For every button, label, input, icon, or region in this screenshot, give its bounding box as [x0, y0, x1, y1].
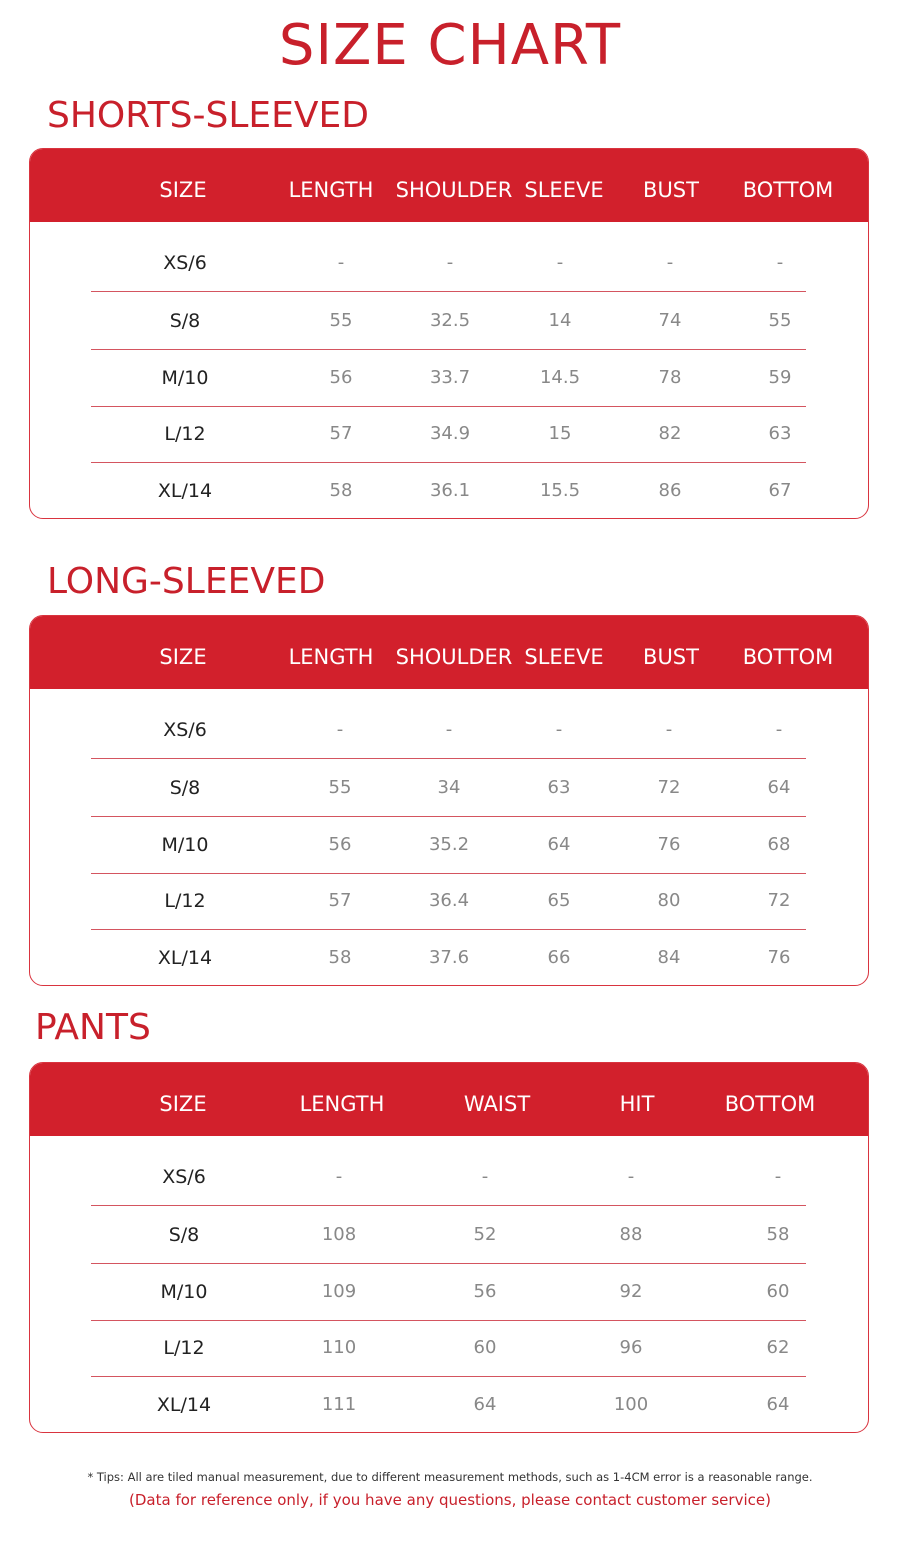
measurement-cell: 100 — [613, 1394, 649, 1415]
measurement-cell: 63 — [768, 423, 792, 444]
size-label: M/10 — [161, 834, 209, 856]
measurement-cell: 80 — [657, 890, 681, 911]
measurement-cell: 86 — [658, 480, 682, 501]
measurement-cell: 76 — [657, 834, 681, 855]
table-header-row — [30, 149, 868, 222]
measurement-cell: - — [445, 719, 453, 740]
measurement-cell: 60 — [766, 1281, 790, 1302]
table-row — [91, 293, 806, 350]
measurement-cell: 58 — [328, 947, 352, 968]
table-row — [91, 1264, 806, 1321]
measurement-cell: - — [335, 1166, 343, 1187]
table-row — [91, 817, 806, 874]
measurement-cell: 96 — [619, 1337, 643, 1358]
column-header: LENGTH — [288, 178, 374, 202]
size-label: S/8 — [168, 1224, 200, 1246]
measurement-cell: - — [774, 1166, 782, 1187]
column-header: SIZE — [159, 645, 207, 669]
measurement-cell: 92 — [619, 1281, 643, 1302]
measurement-cell: 58 — [766, 1224, 790, 1245]
measurement-cell: 66 — [547, 947, 571, 968]
measurement-cell: 88 — [619, 1224, 643, 1245]
measurement-cell: 14.5 — [539, 367, 581, 388]
measurement-cell: 58 — [329, 480, 353, 501]
size-table-1 — [29, 615, 869, 986]
table-row — [91, 350, 806, 407]
measurement-cell: 60 — [473, 1337, 497, 1358]
measurement-cell: 55 — [329, 310, 353, 331]
measurement-cell: 68 — [767, 834, 791, 855]
measurement-cell: 110 — [321, 1337, 357, 1358]
column-header: BUST — [643, 645, 699, 669]
size-label: S/8 — [169, 310, 201, 332]
column-header: SIZE — [159, 178, 207, 202]
measurement-cell: 65 — [547, 890, 571, 911]
measurement-cell: 72 — [767, 890, 791, 911]
size-label: XS/6 — [163, 252, 207, 274]
measurement-cell: 62 — [766, 1337, 790, 1358]
column-header: BOTTOM — [742, 645, 834, 669]
table-row — [91, 1377, 806, 1433]
measurement-cell: 55 — [768, 310, 792, 331]
measurement-cell: 37.6 — [428, 947, 470, 968]
table-row — [91, 760, 806, 817]
size-table-0 — [29, 148, 869, 519]
measurement-tip: * Tips: All are tiled manual measurement, due to different measurement methods, such as 1-4CM error is a reasonable range. — [87, 1470, 813, 1484]
measurement-cell: 34 — [437, 777, 461, 798]
measurement-cell: 109 — [321, 1281, 357, 1302]
size-label: L/12 — [163, 1337, 205, 1359]
column-header: LENGTH — [288, 645, 374, 669]
measurement-cell: 78 — [658, 367, 682, 388]
measurement-cell: 57 — [329, 423, 353, 444]
measurement-cell: 63 — [547, 777, 571, 798]
size-label: M/10 — [160, 1281, 208, 1303]
section-title-0: SHORTS-SLEEVED — [47, 95, 369, 136]
measurement-cell: 56 — [473, 1281, 497, 1302]
measurement-cell: 64 — [766, 1394, 790, 1415]
measurement-cell: 15 — [548, 423, 572, 444]
measurement-cell: 35.2 — [428, 834, 470, 855]
measurement-cell: - — [666, 252, 674, 273]
measurement-cell: 56 — [329, 367, 353, 388]
measurement-cell: - — [556, 252, 564, 273]
table-row — [91, 463, 806, 519]
size-label: L/12 — [164, 423, 206, 445]
section-title-1: LONG-SLEEVED — [47, 561, 326, 602]
table-row — [91, 1207, 806, 1264]
measurement-cell: 64 — [767, 777, 791, 798]
measurement-cell: - — [665, 719, 673, 740]
column-header: BOTTOM — [742, 178, 834, 202]
measurement-cell: 82 — [658, 423, 682, 444]
measurement-cell: 57 — [328, 890, 352, 911]
measurement-cell: 76 — [767, 947, 791, 968]
measurement-cell: 64 — [473, 1394, 497, 1415]
measurement-cell: 59 — [768, 367, 792, 388]
measurement-cell: 56 — [328, 834, 352, 855]
measurement-cell: 15.5 — [539, 480, 581, 501]
measurement-cell: 32.5 — [429, 310, 471, 331]
measurement-cell: 84 — [657, 947, 681, 968]
measurement-cell: - — [481, 1166, 489, 1187]
column-header: SIZE — [159, 1092, 207, 1116]
measurement-cell: 36.4 — [428, 890, 470, 911]
column-header: HIT — [619, 1092, 655, 1116]
table-header-row — [30, 1063, 868, 1136]
table-row — [91, 1320, 806, 1377]
table-row — [91, 1149, 806, 1206]
table-row — [91, 930, 806, 986]
column-header: BOTTOM — [724, 1092, 816, 1116]
measurement-cell: 74 — [658, 310, 682, 331]
size-label: M/10 — [161, 367, 209, 389]
column-header: BUST — [643, 178, 699, 202]
size-label: XS/6 — [162, 1166, 206, 1188]
measurement-cell: 55 — [328, 777, 352, 798]
column-header: SHOULDER — [395, 645, 513, 669]
size-table-2 — [29, 1062, 869, 1433]
measurement-cell: 14 — [548, 310, 572, 331]
measurement-cell: - — [336, 719, 344, 740]
measurement-cell: - — [627, 1166, 635, 1187]
size-label: XL/14 — [157, 947, 213, 969]
column-header: WAIST — [463, 1092, 531, 1116]
size-label: XL/14 — [157, 480, 213, 502]
measurement-cell: 33.7 — [429, 367, 471, 388]
column-header: SLEEVE — [524, 645, 604, 669]
measurement-cell: 52 — [473, 1224, 497, 1245]
section-title-2: PANTS — [35, 1007, 151, 1048]
measurement-cell: - — [446, 252, 454, 273]
table-row — [91, 873, 806, 930]
size-label: S/8 — [169, 777, 201, 799]
measurement-cell: 67 — [768, 480, 792, 501]
measurement-cell: - — [776, 252, 784, 273]
measurement-cell: 64 — [547, 834, 571, 855]
measurement-cell: 72 — [657, 777, 681, 798]
table-row — [91, 235, 806, 292]
measurement-cell: - — [337, 252, 345, 273]
measurement-cell: 111 — [321, 1394, 357, 1415]
column-header: LENGTH — [299, 1092, 385, 1116]
measurement-cell: 36.1 — [429, 480, 471, 501]
size-label: XS/6 — [163, 719, 207, 741]
measurement-cell: 34.9 — [429, 423, 471, 444]
measurement-cell: - — [555, 719, 563, 740]
measurement-cell: 108 — [321, 1224, 357, 1245]
size-label: L/12 — [164, 890, 206, 912]
table-row — [91, 702, 806, 759]
table-row — [91, 406, 806, 463]
table-header-row — [30, 616, 868, 689]
size-label: XL/14 — [156, 1394, 212, 1416]
column-header: SLEEVE — [524, 178, 604, 202]
reference-note: (Data for reference only, if you have any questions, please contact customer service) — [129, 1491, 771, 1509]
page-title: SIZE CHART — [278, 13, 622, 78]
column-header: SHOULDER — [395, 178, 513, 202]
measurement-cell: - — [775, 719, 783, 740]
